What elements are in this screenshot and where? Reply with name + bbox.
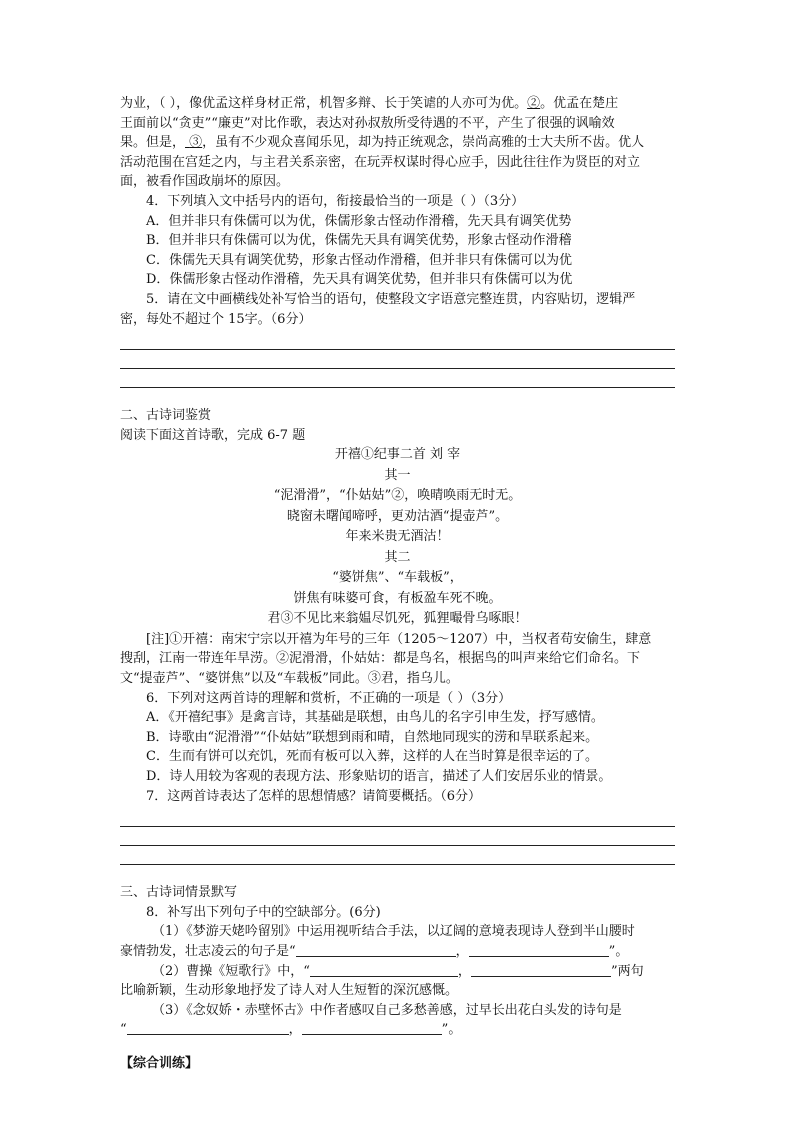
q8-item-1-cont: 豪情勃发，壮志凌云的句子是“ ， ”。 — [120, 943, 629, 959]
poem-line: 晓窗未曙闻啼呼，更劝沽酒“提壶芦”。 — [286, 508, 509, 524]
section-2-heading: 二、古诗词鉴赏 — [120, 408, 212, 424]
q6-option-b: B．诗歌由“泥滑滑”“仆姑姑”联想到雨和晴，自然地同现实的涝和旱联系起来。 — [146, 729, 599, 745]
poem-note: 文“提壶芦”、“婆饼焦”以及“车载板”同此。③君，指乌儿。 — [120, 671, 459, 686]
blank-marker-3: ③ — [189, 135, 203, 151]
q8-item-3-cont: “ ， ”。 — [120, 1022, 462, 1038]
question-5-stem-cont: 密，每处不超过个 15字。（6分） — [120, 311, 312, 327]
poem-title: 开禧①纪事二首 刘 宰 — [334, 447, 461, 463]
passage-line: 面，被看作国政崩坏的原因。 — [120, 174, 290, 190]
q4-option-a: A．但并非只有侏儒可以为优，侏儒形象古怪动作滑稽，先天具有调笑优势 — [146, 213, 572, 229]
question-4-stem: 4．下列填入文中括号内的语句，衔接最恰当的一项是（ ）（3分） — [146, 193, 525, 209]
fill-blank[interactable] — [296, 942, 456, 957]
question-8-stem: 8．补写出下列句子中的空缺部分。(6分) — [146, 904, 381, 920]
q4-option-c: C．侏儒先天具有调笑优势，形象古怪动作滑稽，但并非只有侏儒可以为优 — [146, 252, 572, 268]
section-heading-comprehensive: 【综合训练】 — [120, 1055, 199, 1071]
blank-marker-2: ② — [527, 96, 541, 111]
answer-line[interactable] — [120, 369, 675, 388]
poem-note: 搜刮，江南一带连年旱涝。②泥滑滑，仆姑姑：都是鸟名，根据鸟的叫声来给它们命名。下 — [120, 651, 641, 667]
fill-blank[interactable] — [302, 1020, 442, 1035]
answer-line[interactable] — [120, 331, 675, 350]
poem-line: “泥滑滑”，“仆姑姑”②，唤晴唤雨无时无。 — [273, 488, 522, 504]
answer-line[interactable] — [120, 827, 675, 846]
answer-lines-q5 — [120, 331, 675, 388]
q8-item-3: （3）《念奴娇・赤壁怀古》中作者感叹自己多愁善感，过早长出花白头发的诗句是 — [152, 1002, 622, 1018]
question-5-stem: 5．请在文中画横线处补写恰当的语句，使整段文字语意完整连贯，内容贴切，逻辑严 — [146, 291, 636, 307]
fill-blank[interactable] — [310, 962, 458, 977]
passage-line: 活动范围在宫廷之内，与主君关系亲密，在玩弄权谋时得心应手，因此往往作为贤臣的对立 — [120, 154, 641, 170]
poem-line: “婆饼焦”、“车载板”， — [332, 570, 463, 586]
q8-item-2-cont: 比喻新颖，生动形象地抒发了诗人对人生短暂的深沉感慨。 — [120, 983, 459, 999]
document-page — [120, 94, 675, 1074]
passage-line: 果。但是， ③，虽有不少观众喜闻乐见，却为持正统观念，崇尚高雅的士大夫所不齿。优人 — [120, 135, 645, 151]
poem-note: [注]①开禧：南宋宁宗以开禧为年号的三年（1205～1207）中，当权者苟安偷生，肆意 — [146, 631, 652, 647]
poem — [120, 445, 675, 630]
poem-2-title: 其二 — [384, 549, 411, 565]
poem-line: 年来米贵无酒沽！ — [345, 529, 450, 545]
question-6-stem: 6．下列对这两首诗的理解和赏析，不正确的一项是（ ）（3分） — [146, 690, 512, 706]
poem-line: 君③不见比来翁媪尽饥死，狐狸嘬骨乌啄眼！ — [267, 611, 528, 627]
answer-lines-q7 — [120, 808, 675, 865]
answer-line[interactable] — [120, 350, 675, 369]
q6-option-a: A．《开禧纪事》是禽言诗，其基础是联想，由鸟儿的名字引申生发，抒写感情。 — [146, 710, 604, 726]
passage-line: 为业，（ ），像优孟这样身材正常，机智多辩、长于笑谑的人亦可为优。②。优孟在楚庄 — [120, 96, 619, 111]
q4-option-d: D．侏儒形象古怪动作滑稽，先天具有调笑优势，但并非只有侏儒可以为优 — [146, 272, 573, 288]
q8-item-2: （2）曹操《短歌行》中，“ ， ”两句 — [152, 963, 644, 979]
answer-line[interactable] — [120, 846, 675, 865]
q6-option-c: C．生而有饼可以充饥，死而有板可以入葬，这样的人在当时算是很幸运的了。 — [146, 749, 598, 765]
poem-1-title: 其一 — [384, 467, 411, 483]
passage-line: 王面前以“贪吏”“廉吏”对比作歌，表达对孙叔敖所受待遇的不平，产生了很强的讽喻效 — [120, 115, 615, 131]
question-7-stem: 7．这两首诗表达了怎样的思想情感？请简要概括。（6分） — [146, 788, 482, 804]
section-3-heading: 三、古诗词情景默写 — [120, 885, 238, 901]
q6-option-d: D．诗人用较为客观的表现方法、形象贴切的语言，描述了人们安居乐业的情景。 — [146, 768, 612, 784]
fill-blank[interactable] — [469, 942, 609, 957]
answer-line[interactable] — [120, 808, 675, 827]
q8-item-1: （1）《梦游天姥吟留别》中运用视听结合手法，以辽阔的意境表现诗人登到半山腰时 — [152, 924, 635, 940]
fill-blank[interactable] — [127, 1020, 289, 1035]
section-2-intro: 阅读下面这首诗歌，完成 6-7 题 — [120, 427, 306, 443]
fill-blank[interactable] — [471, 962, 611, 977]
q4-option-b: B．但并非只有侏儒可以为优，侏儒先天具有调笑优势，形象古怪动作滑稽 — [146, 233, 572, 249]
poem-line: 饼焦有味婆可食，有板盈车死不晚。 — [293, 590, 502, 606]
